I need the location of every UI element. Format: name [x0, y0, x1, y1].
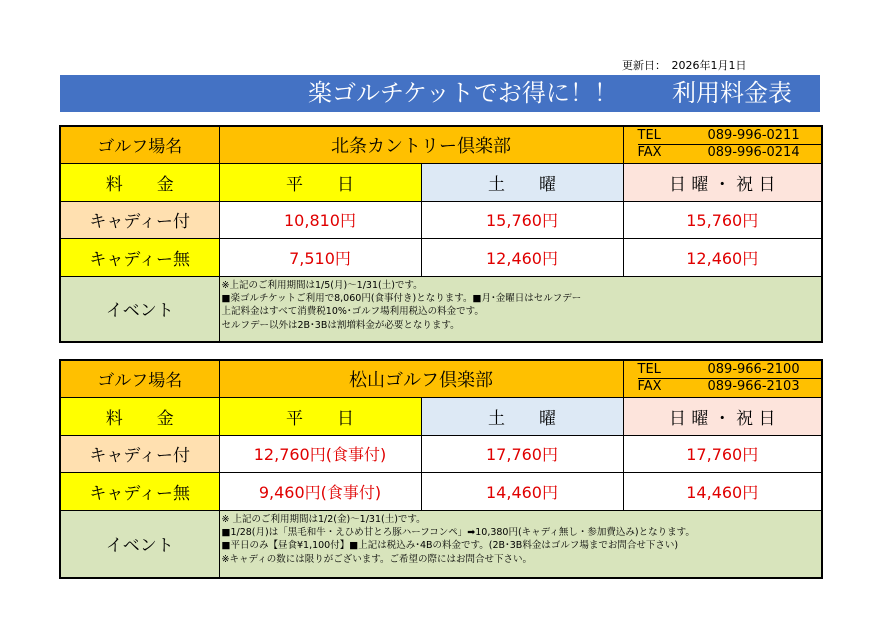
- event-label: イベント: [60, 276, 219, 342]
- tel-number: 089-966-2100: [707, 362, 800, 378]
- price-without-caddie-weekday: 7,510円: [219, 238, 421, 276]
- event-details: [219, 276, 822, 342]
- without-caddie-label: キャディー無: [60, 472, 219, 510]
- price-with-caddie-saturday: 17,760円: [421, 435, 623, 472]
- contact-info: [623, 126, 822, 163]
- price-with-caddie-saturday: 15,760円: [421, 201, 623, 238]
- tel-row: [638, 128, 822, 145]
- with-caddie-label: キャディー付: [60, 435, 219, 472]
- course-name-label: ゴルフ場名: [60, 126, 219, 163]
- fax-label: FAX: [637, 379, 662, 395]
- fee-label: 料 金: [60, 163, 219, 201]
- event-line: ※キャディの数には限りがございます。ご希望の際にはお問合せ下さい。: [221, 553, 532, 565]
- event-line: ■1/28(月)は「黒毛和牛・えひめ甘とろ豚ハーフコンペ」➡10,380円(キャディ無し・参加費込み)となります。: [221, 526, 695, 538]
- banner-title: 楽ゴルチケットでお得に！！: [308, 79, 618, 107]
- saturday-header: 土 曜: [421, 163, 623, 201]
- with-caddie-label: キャディー付: [60, 201, 219, 238]
- course-table-2: [59, 359, 823, 579]
- tel-label: TEL: [637, 128, 661, 144]
- price-without-caddie-saturday: 12,460円: [421, 238, 623, 276]
- without-caddie-label: キャディー無: [60, 238, 219, 276]
- fax-row: [638, 379, 822, 395]
- fee-label: 料 金: [60, 397, 219, 435]
- price-with-caddie-holiday: 17,760円: [623, 435, 822, 472]
- tel-label: TEL: [637, 362, 661, 378]
- event-details: [219, 510, 822, 578]
- event-line: ※上記のご利用期間は1/5(月)～1/31(土)です。: [221, 279, 423, 291]
- course-name-label: ゴルフ場名: [60, 360, 219, 397]
- course-table-1: [59, 125, 823, 343]
- fax-number: 089-996-0214: [707, 145, 800, 161]
- holiday-header: 日 曜 ・ 祝 日: [623, 397, 822, 435]
- banner-subtitle: 利用料金表: [672, 79, 792, 107]
- price-with-caddie-holiday: 15,760円: [623, 201, 822, 238]
- fax-row: [638, 145, 822, 161]
- holiday-header: 日 曜 ・ 祝 日: [623, 163, 822, 201]
- price-with-caddie-weekday: 12,760円(食事付): [219, 435, 421, 472]
- tel-row: [638, 362, 822, 379]
- event-line: セルフデー以外は2B･3Bは割増料金が必要となります。: [221, 319, 460, 331]
- price-without-caddie-holiday: 12,460円: [623, 238, 822, 276]
- price-without-caddie-weekday: 9,460円(食事付): [219, 472, 421, 510]
- event-line: 上記料金はすべて消費税10%･ゴルフ場利用税込の料金です。: [221, 306, 484, 318]
- contact-info: [623, 360, 822, 397]
- fax-label: FAX: [637, 145, 662, 161]
- event-line: ■楽ゴルチケットご利用で8,060円(食事付き)となります。■月･金曜日はセルフデー: [221, 292, 582, 304]
- event-line: ※ 上記のご利用期間は1/2(金)～1/31(土)です。: [221, 513, 426, 525]
- title-banner: [60, 75, 820, 112]
- price-without-caddie-saturday: 14,460円: [421, 472, 623, 510]
- course-name: 松山ゴルフ倶楽部: [219, 360, 623, 397]
- price-without-caddie-holiday: 14,460円: [623, 472, 822, 510]
- update-date: 更新日： 2026年1月1日: [622, 59, 747, 72]
- price-with-caddie-weekday: 10,810円: [219, 201, 421, 238]
- fax-number: 089-966-2103: [707, 379, 800, 395]
- course-name: 北条カントリー倶楽部: [219, 126, 623, 163]
- saturday-header: 土 曜: [421, 397, 623, 435]
- event-line: ■平日のみ【昼食¥1,100付】■上記は税込み･4Bの料金です。(2B･3B料金はゴルフ場までお問合せ下さい): [221, 540, 679, 552]
- weekday-header: 平 日: [219, 163, 421, 201]
- weekday-header: 平 日: [219, 397, 421, 435]
- tel-number: 089-996-0211: [707, 128, 800, 144]
- event-label: イベント: [60, 510, 219, 578]
